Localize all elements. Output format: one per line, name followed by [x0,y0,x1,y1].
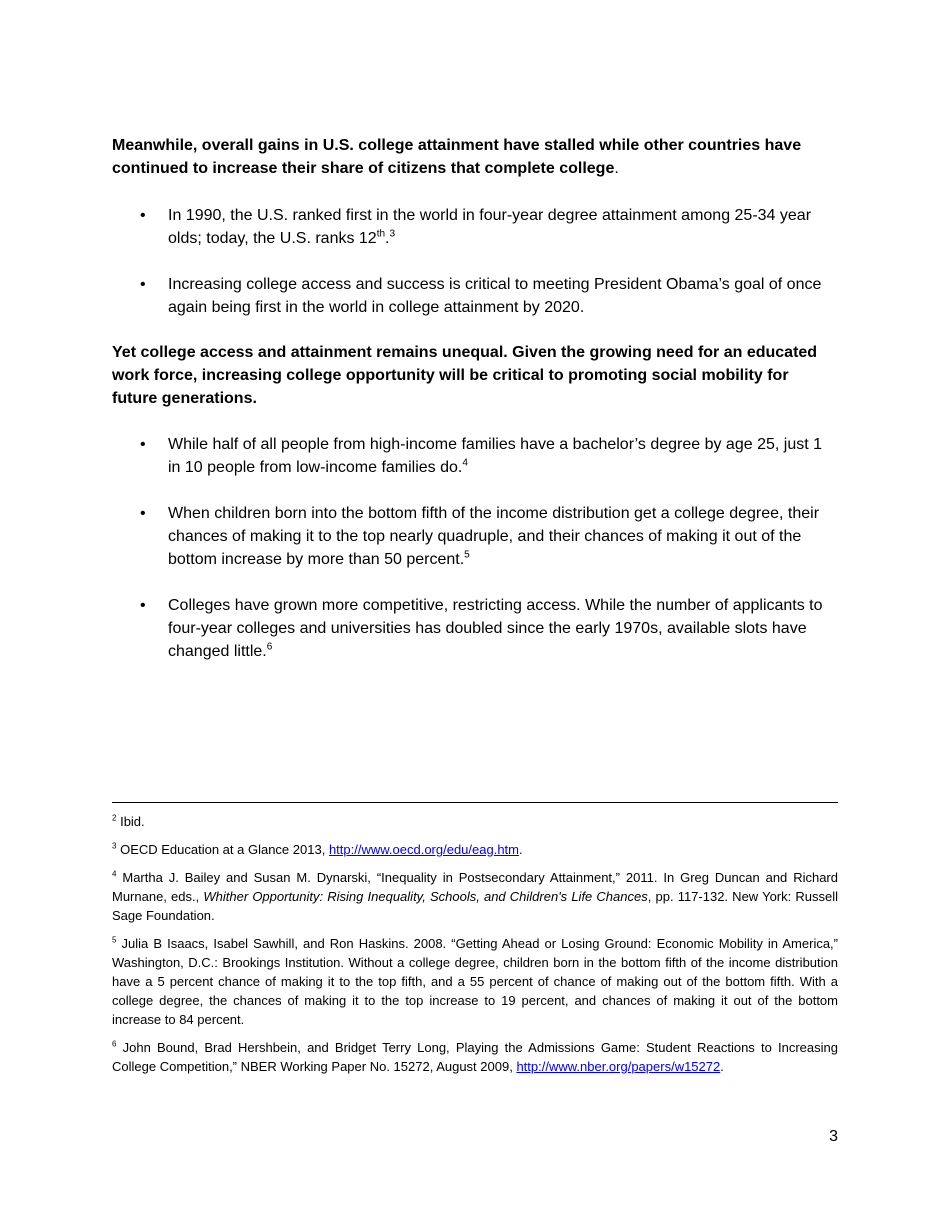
nber-link[interactable]: http://www.nber.org/papers/w15272 [516,1059,721,1074]
bullet-icon: • [140,436,146,453]
footnote-text-end: . [720,1059,724,1074]
section-heading-unequal-access: Yet college access and attainment remains unequal. Given the growing need for an educated work force, increasing college opportunity will be critical to promoting social mobility for future generations. [112,344,818,407]
footnote-text: Julia B Isaacs, Isabel Sawhill, and Ron Haskins. 2008. “Getting Ahead or Losing Ground: Economic Mobility in America,” Washington, D.C.: Brookings Institution. Without a college degree, children born in the bottom fifth of the income distribution have a 5 percent chance of making it to the top fifth, and a 55 percent of chance of making out of the bottom fifth. With a college degree, the chances of making it to the top increase to 19 percent, and chances of making it out of the bottom increase to 84 percent. [112,936,838,1027]
footnote-number: 5 [112,935,117,945]
footnote-text: Martha J. Bailey and Susan M. Dynarski, “Inequality in Postsecondary Attainment,” 2011. In Greg Duncan and Richard Murnane, eds., [112,870,838,904]
list-item-text-end: . [385,230,390,247]
footnote-ref: 4 [462,457,468,469]
list-item-text [168,204,833,250]
bullet-icon: • [140,597,146,614]
footnote-2 [112,812,838,831]
footnote-ref: 6 [266,641,273,653]
list-item-text [168,433,833,479]
footnote-number: 4 [112,869,117,879]
list-item-text-body: While half of all people from high-income families have a bachelor’s degree by age 25, just 1 in 10 people from low-income families do. [168,436,822,476]
list-item-text-body: In 1990, the U.S. ranked first in the world in four-year degree attainment among 25-34 year olds; today, the U.S. ranks 12 [168,207,812,247]
heading-tail: . [614,160,619,177]
ordinal-suffix: th [376,228,386,240]
footnote-5 [112,934,838,1029]
heading-text: Meanwhile, overall gains in U.S. college attainment have stalled while other countries have continued to increase their share of citizens that complete college [112,137,802,177]
list-item-text: Increasing college access and success is critical to meeting President Obama’s goal of once again being first in the world in college attainment by 2020. [168,276,822,316]
bullet-icon: • [140,276,146,293]
footnote-text: Ibid. [120,814,145,829]
list-item-text [168,502,833,571]
list-item-text [168,594,833,663]
oecd-link[interactable]: http://www.oecd.org/edu/eag.htm [328,842,519,857]
page-number: 3 [829,1128,838,1145]
footnote-ref: 5 [464,549,470,561]
list-item-text-body: Colleges have grown more competitive, restricting access. While the number of applicants to four-year colleges and universities has doubled since the early 1970s, available slots have changed little. [168,597,823,660]
footnote-4 [112,868,838,925]
footnote-3 [112,840,838,859]
footnote-number: 3 [112,841,117,851]
section-heading-stalled-gains [112,134,838,180]
footnote-text: John Bound, Brad Hershbein, and Bridget Terry Long, Playing the Admissions Game: Student Reactions to Increasing College Competition,” NBER Working Paper No. 15272, August 2009, [112,1040,838,1074]
footnote-number: 2 [112,813,117,823]
footnote-6 [112,1038,838,1076]
footnote-text: OECD Education at a Glance 2013, [120,842,329,857]
list-item-text-body: When children born into the bottom fifth of the income distribution get a college degree, their chances of making it to the top nearly quadruple, and their chances of making it out of the bottom increase by more than 50 percent. [168,505,820,568]
footnote-text-end: , pp. 117-132. New York: Russell Sage Foundation. [112,889,839,923]
book-title: Whither Opportunity: Rising Inequality, Schools, and Children's Life Chances [203,889,648,904]
footnote-separator [112,802,838,803]
bullet-icon: • [140,207,146,224]
footnote-text-end: . [519,842,523,857]
footnote-number: 6 [112,1039,117,1049]
footnote-ref: 3 [389,228,396,240]
bullet-icon: • [140,505,146,522]
